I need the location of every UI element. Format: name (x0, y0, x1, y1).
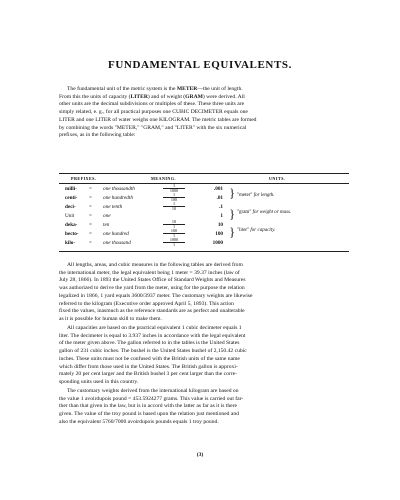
prefix-cell: hecto- (65, 231, 79, 237)
table-row (59, 237, 349, 250)
intro-line: simply related, e. g., for all practical purposes one CUBIC DECIMETER equals one (59, 109, 248, 116)
text-line: referred to the kilogram (Executive order approved April 5, 1893). This action (59, 300, 234, 307)
fraction-cell (163, 202, 185, 212)
intro-line: by combining the words "METER," "GRAM," and "LITER" with the six numerical (59, 124, 247, 131)
decimal-cell: .001 (213, 186, 223, 192)
unit-note-meter: "meter" for length. (237, 193, 275, 198)
page-title: FUNDAMENTAL EQUIVALENTS. (108, 59, 292, 71)
equals-sign: = (89, 213, 92, 219)
decimal-cell: 100 (215, 231, 223, 237)
meaning-cell: one thousandth (103, 186, 135, 192)
text-line: which differ from those used in the United States. The British gallon is approxi- (59, 363, 238, 370)
decimal-cell: 10 (217, 222, 223, 228)
fraction-numerator: 1000 (163, 238, 185, 243)
fraction-numerator: 1 (163, 193, 185, 198)
intro-line: From this the units of capacity (LITER) and of weight (GRAM) were derived. All (59, 93, 245, 100)
decimal-cell: 1000 (212, 240, 223, 246)
fraction-numerator: 10 (163, 220, 185, 225)
fraction-denominator: 1 (172, 233, 176, 239)
table-rule-header (59, 183, 349, 184)
meaning-cell: one thousand (103, 240, 131, 246)
unit-note-liter: "liter" for capacity. (237, 228, 276, 233)
fraction-numerator: 100 (163, 229, 185, 234)
prefix-cell: deci- (65, 204, 76, 210)
fraction-denominator: 1 (172, 242, 176, 248)
paragraph-standards (59, 262, 349, 324)
text-line: of the meter given above. The gallon referred to in the tables is the United States (59, 340, 240, 347)
text-line: All capacities are based on the practical equivalent 1 cubic decimeter equals 1 (67, 325, 242, 331)
decimal-cell: .01 (216, 195, 223, 201)
text-line: as it is possible for human skill to make them. (59, 315, 162, 322)
fraction-denominator: 1000 (169, 188, 179, 194)
equals-sign: = (89, 195, 92, 201)
prefix-cell: milli- (65, 186, 77, 192)
prefix-cell: centi- (65, 195, 78, 201)
text-line: was authorized to derive the yard from the meter, using for the purpose the relation (59, 285, 245, 292)
fraction-denominator: 100 (170, 197, 178, 203)
text-line: liter. The decimeter is equal to 3.937 inches in accordance with the legal equivalent (59, 332, 246, 339)
fraction-denominator: 1 (172, 224, 176, 230)
text-line: also the equivalent 5760/7000 avoirdupois pounds equals 1 troy pound. (59, 418, 219, 425)
text-line: ther than that given in the law, but is in accord with the latter as far as it is there (59, 403, 237, 410)
text-line: the international meter, the legal equivalent being 1 meter = 39.37 inches (law of (59, 269, 240, 276)
fraction-cell (163, 238, 185, 248)
table-rule-top (59, 173, 349, 174)
text-line: fixed the values, inasmuch as the reference standards are as perfect and unalterable (59, 308, 245, 315)
decimal-cell: 1 (220, 213, 223, 219)
text-line: sponding units used in this country. (59, 378, 139, 385)
text-line: legalized in 1866, 1 yard equals 3600/3937 meter. The customary weights are likewise (59, 292, 253, 299)
page-number: (3) (196, 452, 204, 458)
text-line: mately 20 per cent larger and the British bushel 3 per cent larger than the corre- (59, 371, 237, 378)
text-line: The customary weights derived from the international kilogram are based on (67, 388, 239, 394)
equals-sign: = (89, 204, 92, 210)
decimal-cell: .1 (219, 204, 223, 210)
text-line: All lengths, areas, and cubic measures in the following tables are derived from (67, 262, 243, 268)
text-line: gallon of 231 cubic inches. The bushel is the United States bushel of 2,150.42 cubic (59, 348, 247, 355)
meaning-cell: ten (103, 222, 110, 228)
equals-sign: = (89, 240, 92, 246)
equals-sign: = (89, 186, 92, 192)
prefix-cell: deka- (65, 222, 78, 228)
meaning-cell: one hundredth (103, 195, 133, 201)
paragraph-weights (59, 388, 349, 427)
fraction-denominator: 10 (171, 206, 177, 212)
prefix-cell: Unit (65, 213, 75, 219)
unit-note-gram: "gram" for weight or mass. (237, 210, 292, 215)
paragraph-capacities (59, 325, 349, 387)
header-prefixes: PREFIXES. (71, 176, 97, 181)
brace-glyph: } (229, 185, 236, 200)
intro-line: prefixes, as in the following table: (59, 132, 136, 139)
header-meaning: MEANING. (151, 176, 176, 181)
intro-line: The fundamental unit of the metric system is the METER—the unit of length. (67, 86, 243, 92)
equals-sign: = (89, 222, 92, 228)
intro-paragraph (59, 86, 349, 140)
meaning-cell: one (103, 213, 111, 219)
table-rule-bottom (59, 251, 349, 252)
intro-line: LITER and one LITER of water weighs one KILOGRAM. The metric tables are formed (59, 116, 257, 123)
prefix-cell: kilo- (65, 240, 76, 246)
equals-sign: = (89, 231, 92, 237)
text-line: given. The value of the troy pound is based upon the relation just mentioned and (59, 411, 239, 418)
meaning-cell: one tenth (103, 204, 123, 210)
intro-line: other units are the decimal subdivisions or multiples of these. These three units are (59, 101, 245, 108)
text-line: July 28, 1866). In 1893 the United States Office of Standard Weights and Measures (59, 277, 246, 284)
text-line: inches. These units must not be confused with the British units of the same name (59, 355, 240, 362)
fraction-numerator: 1 (163, 184, 185, 189)
meaning-cell: one hundred (103, 231, 129, 237)
prefix-table (59, 173, 349, 251)
text-line: the value 1 avoirdupois pound = 453.5924277 grams. This value is carried out far- (59, 395, 244, 402)
brace-glyph: } (229, 224, 236, 239)
fraction-numerator: 1 (163, 202, 185, 207)
header-units: UNITS. (269, 176, 286, 181)
brace-glyph: } (229, 206, 236, 221)
